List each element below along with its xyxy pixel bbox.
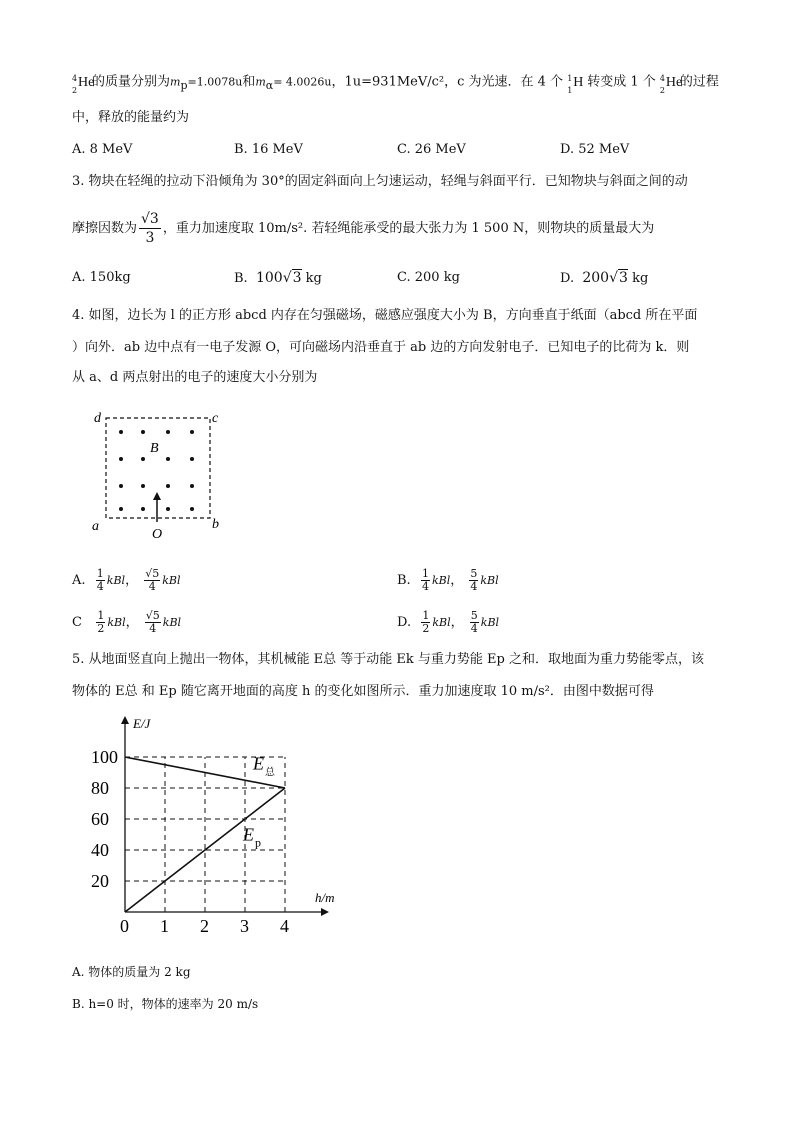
- series-label-e-p: E: [243, 824, 254, 845]
- q4-line3: 从 a、d 两点射出的电子的速度大小分别为: [72, 370, 318, 385]
- label-d: d: [94, 411, 101, 426]
- q5-option-b[interactable]: B. h=0 时，物体的速率为 20 m/s: [72, 997, 259, 1011]
- q3-line2: 摩擦因数为 $\frac{√3}{3}$ ，重力加速度取 10m/s². 若轻绳能承受的最大张力为 1 500 N，则物块的质量最大为: [72, 211, 655, 246]
- label-a: a: [92, 519, 99, 534]
- y-tick-label-100: 100: [91, 747, 118, 767]
- hydrogen-nuclide: 1 1 H: [567, 74, 584, 95]
- q2-option-c[interactable]: C. 26 MeV: [397, 142, 466, 157]
- y-tick-label-60: 60: [91, 809, 109, 829]
- q2-line2: 中，释放的能量约为: [72, 110, 190, 125]
- energy-height-chart: [90, 712, 350, 942]
- q3-option-b[interactable]: B. 100√3 kg: [234, 270, 322, 286]
- series-label-e-total: E: [253, 753, 264, 774]
- label-b: b: [212, 517, 219, 532]
- y-tick-label-80: 80: [91, 778, 109, 798]
- q3-option-a[interactable]: A. 150kg: [72, 270, 131, 285]
- q4-line1: 4. 如图，边长为 l 的正方形 abcd 内存在匀强磁场，磁感应强度大小为 B，方向垂直于纸面（abcd 所在平面: [72, 308, 698, 323]
- y-axis-label: E/J: [133, 716, 151, 731]
- helium-nuclide-2: 4 2 He: [659, 74, 683, 95]
- q4-option-b[interactable]: B. $\frac{1}{4}$ kBl， $\frac{5}{4}$ kBl: [397, 567, 499, 593]
- q2-option-b[interactable]: B. 16 MeV: [234, 142, 303, 157]
- q4-option-a[interactable]: A. $\frac{1}{4}$ kBl， $\frac{√5}{4}$ kBl: [72, 567, 181, 593]
- label-c: c: [212, 411, 219, 426]
- q5-option-a[interactable]: A. 物体的质量为 2 kg: [72, 965, 191, 979]
- x-tick-label-2: 2: [200, 916, 209, 936]
- x-tick-label-0: 0: [120, 916, 129, 936]
- y-axis-arrow: [121, 716, 129, 724]
- q3-option-c[interactable]: C. 200 kg: [397, 270, 460, 285]
- q5-line1: 5. 从地面竖直向上抛出一物体，其机械能 E总 等于动能 Ek 与重力势能 Ep 之和．取地面为重力势能零点，该: [72, 652, 704, 667]
- q3-option-d[interactable]: D. 200√3 kg: [560, 270, 649, 286]
- label-B: B: [150, 441, 159, 456]
- fraction-sqrt3-over-3: $\frac{√3}{3}$: [141, 211, 159, 246]
- y-tick-label-20: 20: [91, 871, 109, 891]
- helium-nuclide: 4 2 He: [72, 74, 95, 95]
- q4-line2: ）向外．ab 边中点有一电子发源 O，可向磁场内沿垂直于 ab 边的方向发射电子．已知电子的比荷为 k．则: [72, 340, 690, 355]
- q2-option-a[interactable]: A. 8 MeV: [72, 142, 133, 157]
- x-tick-label-1: 1: [160, 916, 169, 936]
- x-tick-label-4: 4: [280, 916, 289, 936]
- q3-line1: 3. 物块在轻绳的拉动下沿倾角为 30°的固定斜面向上匀速运动，轻绳与斜面平行．已知物块与斜面之间的动: [72, 174, 688, 189]
- x-axis-arrow: [321, 908, 329, 916]
- label-O: O: [152, 527, 163, 542]
- x-tick-label-3: 3: [240, 916, 249, 936]
- series-label-e-p-sub: p: [255, 835, 261, 850]
- arrow-head: [153, 492, 161, 500]
- series-label-e-total-sub: 总: [265, 767, 275, 779]
- x-axis-label: h/m: [315, 890, 335, 905]
- q5-line2: 物体的 E总 和 Ep 随它离开地面的高度 h 的变化如图所示．重力加速度取 10 m/s²．由图中数据可得: [72, 684, 654, 699]
- magnetic-field-figure: [88, 404, 268, 544]
- y-tick-label-40: 40: [91, 840, 109, 860]
- q2-line1: 4 2 He 的质量分别为$m_p=1.0078u$和$m_\alpha= 4.0026u$，1u=931MeV/c²，c 为光速．在 4 个 1 1 H 转变成 1 个 4 2 He 的过程: [72, 74, 719, 95]
- q4-option-c[interactable]: C $\frac{1}{2}$ kBl， $\frac{√5}{4}$ kBl: [72, 609, 182, 635]
- q2-option-d[interactable]: D. 52 MeV: [560, 142, 630, 157]
- q4-option-d[interactable]: D. $\frac{1}{2}$ kBl， $\frac{5}{4}$ kBl: [397, 609, 500, 635]
